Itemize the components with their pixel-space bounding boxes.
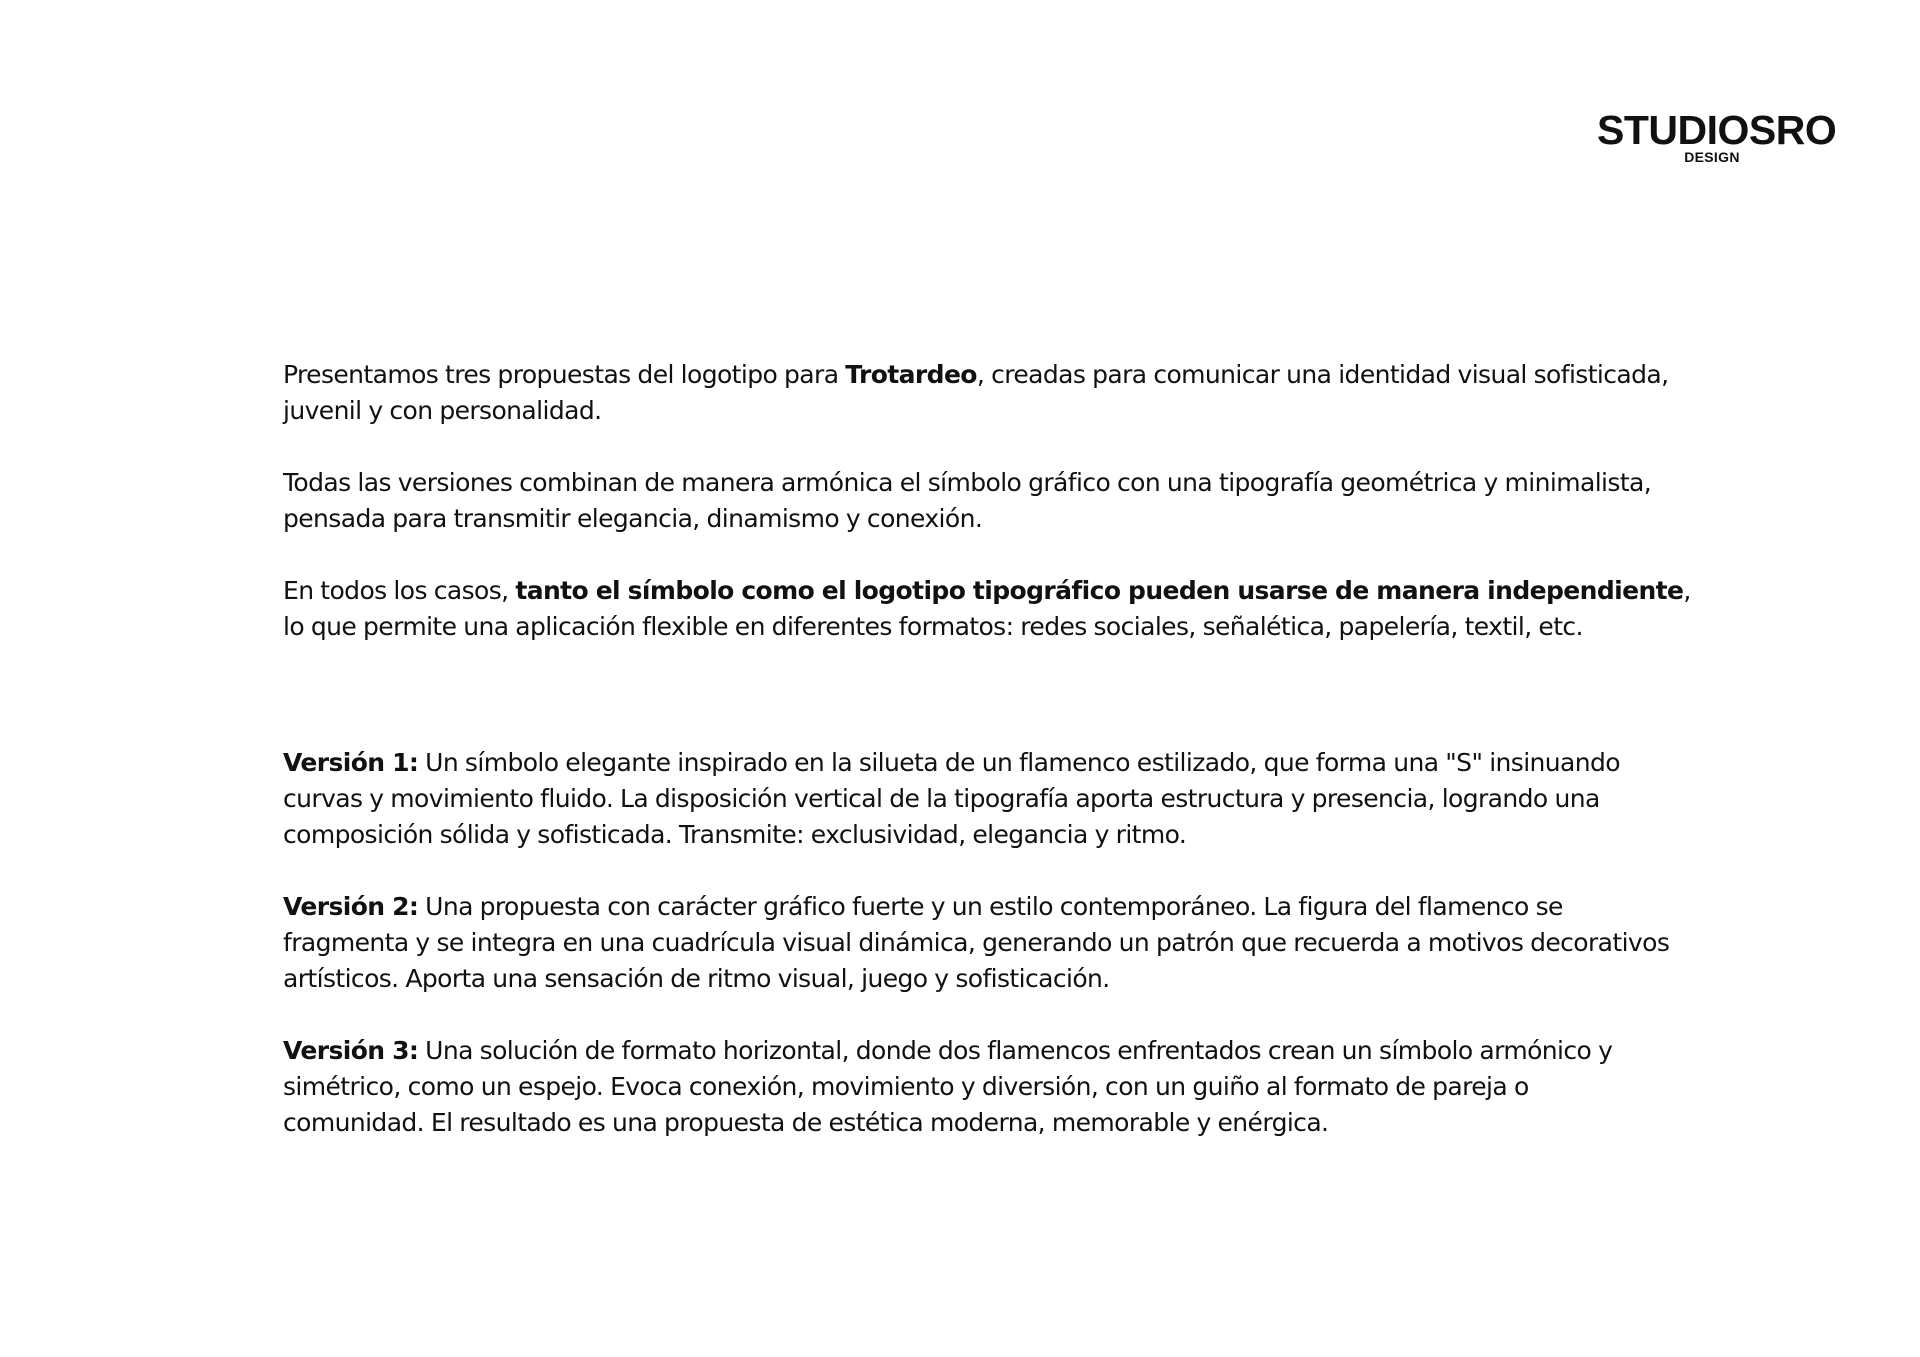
intro-paragraph-1-line-1 <box>283 357 1703 393</box>
version-3-description <box>283 1033 1703 1141</box>
version-1-line-2: curvas y movimiento fluido. La disposición vertical de la tipografía aporta estructura y presencia, logrando una <box>283 784 1600 813</box>
version-3-line-2: simétrico, como un espejo. Evoca conexión, movimiento y diversión, con un guiño al formato de pareja o <box>283 1072 1529 1101</box>
brand-subtitle: DESIGN <box>1684 149 1740 165</box>
text-run: , creadas para comunicar una identidad visual sofisticada, <box>976 360 1669 389</box>
intro-paragraph-2 <box>283 465 1703 537</box>
text-run: Una propuesta con carácter gráfico fuerte y un estilo contemporáneo. La figura del flamenco se <box>418 892 1563 921</box>
text-run: , <box>1683 576 1691 605</box>
version-2-line-3: artísticos. Aporta una sensación de ritmo visual, juego y sofisticación. <box>283 964 1110 993</box>
intro-paragraph-2-line-2: pensada para transmitir elegancia, dinamismo y conexión. <box>283 504 983 533</box>
intro-paragraph-1-line-2: juvenil y con personalidad. <box>283 396 602 425</box>
intro-paragraph-1 <box>283 357 1703 429</box>
text-run: En todos los casos, <box>283 576 516 605</box>
intro-paragraph-3 <box>283 573 1703 645</box>
version-2-line-2: fragmenta y se integra en una cuadrícula visual dinámica, generando un patrón que recuerda a motivos decorativos <box>283 928 1670 957</box>
text-run: Un símbolo elegante inspirado en la silueta de un flamenco estilizado, que forma una "S" insinuando <box>418 748 1620 777</box>
document-body <box>283 357 1703 1141</box>
version-3-line-1 <box>283 1033 1703 1069</box>
version-3-line-3: comunidad. El resultado es una propuesta de estética moderna, memorable y enérgica. <box>283 1108 1329 1137</box>
version-2-line-1 <box>283 889 1703 925</box>
version-1-description <box>283 745 1703 853</box>
brand-mention: Trotardeo <box>845 360 977 389</box>
brand-name: STUDIOSRO <box>1597 107 1837 153</box>
version-1-label: Versión 1: <box>283 748 419 777</box>
version-2-description <box>283 889 1703 997</box>
text-run: Una solución de formato horizontal, donde dos flamencos enfrentados crean un símbolo armónico y <box>418 1036 1613 1065</box>
version-2-label: Versión 2: <box>283 892 419 921</box>
intro-paragraph-3-line-2: lo que permite una aplicación flexible en diferentes formatos: redes sociales, señalética, papelería, textil, etc. <box>283 612 1583 641</box>
brand-logo <box>1597 107 1837 165</box>
emphasis-text: tanto el símbolo como el logotipo tipográfico pueden usarse de manera independiente <box>515 576 1684 605</box>
version-1-line-3: composición sólida y sofisticada. Transmite: exclusividad, elegancia y ritmo. <box>283 820 1187 849</box>
version-3-label: Versión 3: <box>283 1036 419 1065</box>
text-run: Presentamos tres propuestas del logotipo para <box>283 360 846 389</box>
version-1-line-1 <box>283 745 1703 781</box>
intro-paragraph-3-line-1 <box>283 573 1703 609</box>
intro-paragraph-2-line-1: Todas las versiones combinan de manera armónica el símbolo gráfico con una tipografía geométrica y minimalista, <box>283 468 1652 497</box>
